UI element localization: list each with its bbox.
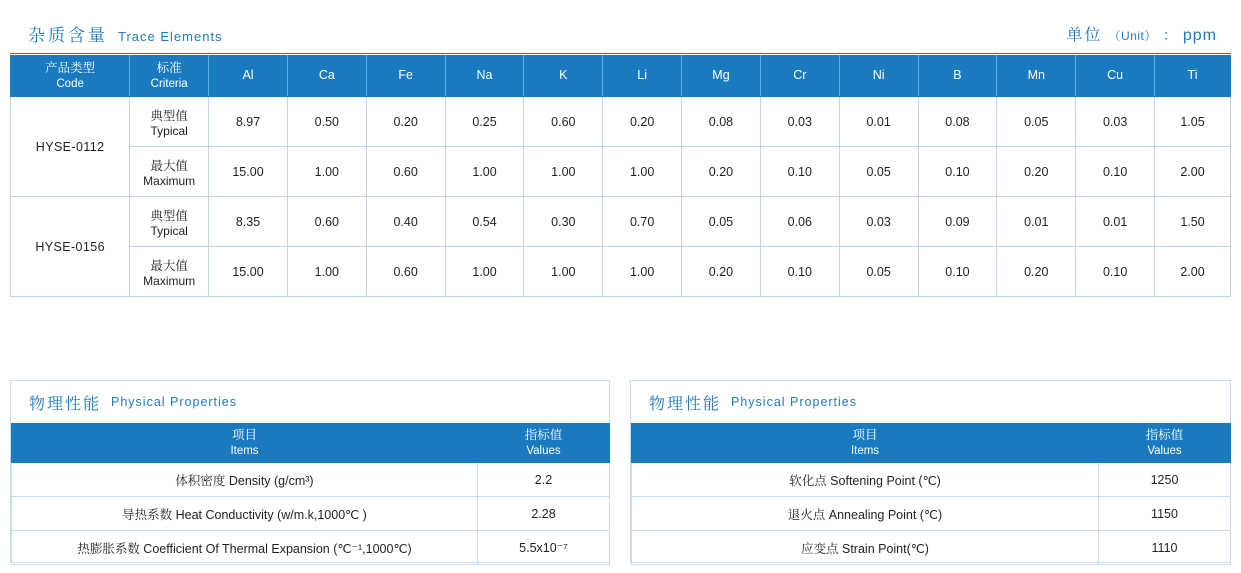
trace-elements-table	[10, 55, 1231, 297]
physical-right-title-en: Physical Properties	[731, 395, 858, 409]
cell-value: 0.50	[287, 97, 366, 147]
cell-value: 0.05	[839, 147, 918, 197]
criteria-cn: 最大值	[150, 158, 188, 173]
trace-elements-table-wrapper	[10, 55, 1231, 297]
th-values-en: Values	[526, 444, 561, 457]
table-row	[632, 497, 1231, 531]
cell-value: 1.50	[1155, 197, 1231, 247]
cell-value: 15.00	[209, 147, 288, 197]
th-element-b: B	[918, 56, 997, 97]
cell-value: 0.20	[682, 147, 761, 197]
cell-value: 0.01	[997, 197, 1076, 247]
table-row	[12, 463, 610, 497]
th-element-ca: Ca	[287, 56, 366, 97]
table-row	[632, 463, 1231, 497]
cell-value: 2.00	[1155, 147, 1231, 197]
cell-value: 0.10	[1076, 147, 1155, 197]
cell-value: 0.20	[997, 147, 1076, 197]
cell-value: 2.00	[1155, 247, 1231, 297]
page-title-en: Trace Elements	[118, 29, 223, 44]
cell-value: 1.00	[287, 247, 366, 297]
th-element-fe: Fe	[366, 56, 445, 97]
cell-value: 0.60	[366, 147, 445, 197]
cell-value: 0.60	[366, 247, 445, 297]
physical-left-table	[11, 423, 610, 565]
cell-value: 0.10	[760, 247, 839, 297]
cell-value: 1.00	[445, 247, 524, 297]
cell-value: 1110	[1099, 531, 1231, 565]
cell-value: 1250	[1099, 463, 1231, 497]
criteria-en: Typical	[150, 223, 188, 238]
physical-left-title-cn: 物理性能	[29, 395, 102, 413]
th-element-al: Al	[209, 56, 288, 97]
physical-left-title	[11, 381, 609, 423]
th-code-cn: 产品类型	[45, 61, 96, 75]
cell-item: 体积密度 Density (g/cm³)	[12, 463, 478, 497]
unit-label-en: （Unit）	[1108, 29, 1157, 43]
criteria-en: Typical	[150, 123, 188, 138]
th-element-k: K	[524, 56, 603, 97]
th-criteria-cn: 标准	[156, 61, 182, 75]
cell-value: 0.60	[287, 197, 366, 247]
cell-value: 0.03	[839, 197, 918, 247]
table-row	[632, 531, 1231, 565]
th-items	[12, 424, 478, 463]
cell-value: 0.40	[366, 197, 445, 247]
th-criteria	[130, 56, 209, 97]
cell-value: 0.20	[603, 97, 682, 147]
trace-elements-header	[10, 14, 1231, 54]
table-row	[11, 247, 1231, 297]
th-items-en: Items	[850, 444, 880, 457]
trace-header-row	[11, 56, 1231, 97]
cell-value: 0.05	[839, 247, 918, 297]
th-element-li: Li	[603, 56, 682, 97]
table-row	[12, 497, 610, 531]
cell-value: 1.00	[445, 147, 524, 197]
cell-value: 0.01	[839, 97, 918, 147]
th-values-cn: 指标值	[1145, 428, 1184, 442]
cell-value: 1.05	[1155, 97, 1231, 147]
cell-value: 0.08	[918, 97, 997, 147]
th-items-cn: 项目	[852, 428, 878, 442]
table-row	[12, 531, 610, 565]
th-items-en: Items	[230, 444, 259, 457]
physical-right-title	[631, 381, 1230, 423]
th-element-na: Na	[445, 56, 524, 97]
th-values	[1099, 424, 1231, 463]
criteria-cn: 典型值	[150, 108, 188, 123]
cell-value: 8.35	[209, 197, 288, 247]
th-values-cn: 指标值	[524, 428, 563, 442]
cell-item: 导热系数 Heat Conductivity (w/m.k,1000℃ )	[12, 497, 478, 531]
table-row	[11, 97, 1231, 147]
cell-value: 0.30	[524, 197, 603, 247]
physical-right-title-cn: 物理性能	[649, 395, 722, 413]
th-element-ti: Ti	[1155, 56, 1231, 97]
cell-value: 1150	[1099, 497, 1231, 531]
trace-table-head	[11, 56, 1231, 97]
physical-right-table	[631, 423, 1231, 565]
cell-criteria	[130, 97, 209, 147]
unit-colon: ：	[1162, 27, 1177, 43]
cell-value: 15.00	[209, 247, 288, 297]
cell-item: 热膨胀系数 Coefficient Of Thermal Expansion (℃⁻¹,1000℃)	[12, 531, 478, 565]
cell-value: 0.70	[603, 197, 682, 247]
cell-value: 0.60	[524, 97, 603, 147]
unit-value: ppm	[1182, 27, 1217, 44]
th-element-cr: Cr	[760, 56, 839, 97]
cell-value: 0.09	[918, 197, 997, 247]
criteria-en: Maximum	[143, 273, 196, 288]
cell-product-code: HYSE-0156	[11, 197, 130, 297]
cell-value: 0.20	[997, 247, 1076, 297]
th-element-cu: Cu	[1076, 56, 1155, 97]
th-element-mn: Mn	[997, 56, 1076, 97]
th-code	[11, 56, 130, 97]
cell-value: 0.10	[918, 247, 997, 297]
cell-item: 应变点 Strain Point(℃)	[632, 531, 1099, 565]
cell-value: 0.06	[760, 197, 839, 247]
physical-properties-left-panel	[10, 380, 610, 563]
physical-properties-right-panel	[630, 380, 1231, 563]
th-items-cn: 项目	[231, 428, 257, 442]
header-unit-group	[1067, 22, 1231, 45]
cell-value: 0.01	[1076, 197, 1155, 247]
cell-value: 1.00	[603, 147, 682, 197]
th-criteria-en: Criteria	[150, 77, 188, 90]
physical-right-header-row	[632, 424, 1231, 463]
cell-value: 0.20	[366, 97, 445, 147]
th-code-en: Code	[56, 77, 84, 90]
cell-item: 软化点 Softening Point (℃)	[632, 463, 1099, 497]
cell-value: 5.5x10⁻⁷	[478, 531, 610, 565]
trace-table-body	[11, 97, 1231, 297]
cell-value: 0.03	[1076, 97, 1155, 147]
cell-value: 0.25	[445, 97, 524, 147]
cell-value: 2.28	[478, 497, 610, 531]
cell-value: 0.54	[445, 197, 524, 247]
cell-value: 0.10	[1076, 247, 1155, 297]
cell-value: 0.03	[760, 97, 839, 147]
table-row	[11, 147, 1231, 197]
cell-value: 0.05	[682, 197, 761, 247]
cell-product-code: HYSE-0112	[11, 97, 130, 197]
cell-value: 1.00	[287, 147, 366, 197]
cell-criteria	[130, 197, 209, 247]
th-element-mg: Mg	[682, 56, 761, 97]
cell-criteria	[130, 247, 209, 297]
cell-criteria	[130, 147, 209, 197]
th-items	[632, 424, 1099, 463]
cell-value: 2.2	[478, 463, 610, 497]
criteria-cn: 最大值	[150, 258, 188, 273]
criteria-cn: 典型值	[150, 208, 188, 223]
page-title-cn: 杂质含量	[28, 26, 108, 45]
th-values	[478, 424, 610, 463]
cell-value: 0.20	[682, 247, 761, 297]
cell-value: 0.05	[997, 97, 1076, 147]
cell-value: 1.00	[524, 147, 603, 197]
th-element-ni: Ni	[839, 56, 918, 97]
th-values-en: Values	[1147, 444, 1182, 457]
cell-value: 0.10	[918, 147, 997, 197]
table-row	[11, 197, 1231, 247]
cell-value: 1.00	[603, 247, 682, 297]
physical-left-header-row	[12, 424, 610, 463]
unit-label-cn: 单位	[1066, 27, 1103, 44]
cell-value: 0.10	[760, 147, 839, 197]
header-title-group	[10, 21, 223, 46]
cell-item: 退火点 Annealing Point (℃)	[632, 497, 1099, 531]
physical-left-title-en: Physical Properties	[111, 395, 238, 409]
cell-value: 1.00	[524, 247, 603, 297]
criteria-en: Maximum	[143, 173, 196, 188]
cell-value: 0.08	[682, 97, 761, 147]
cell-value: 8.97	[209, 97, 288, 147]
